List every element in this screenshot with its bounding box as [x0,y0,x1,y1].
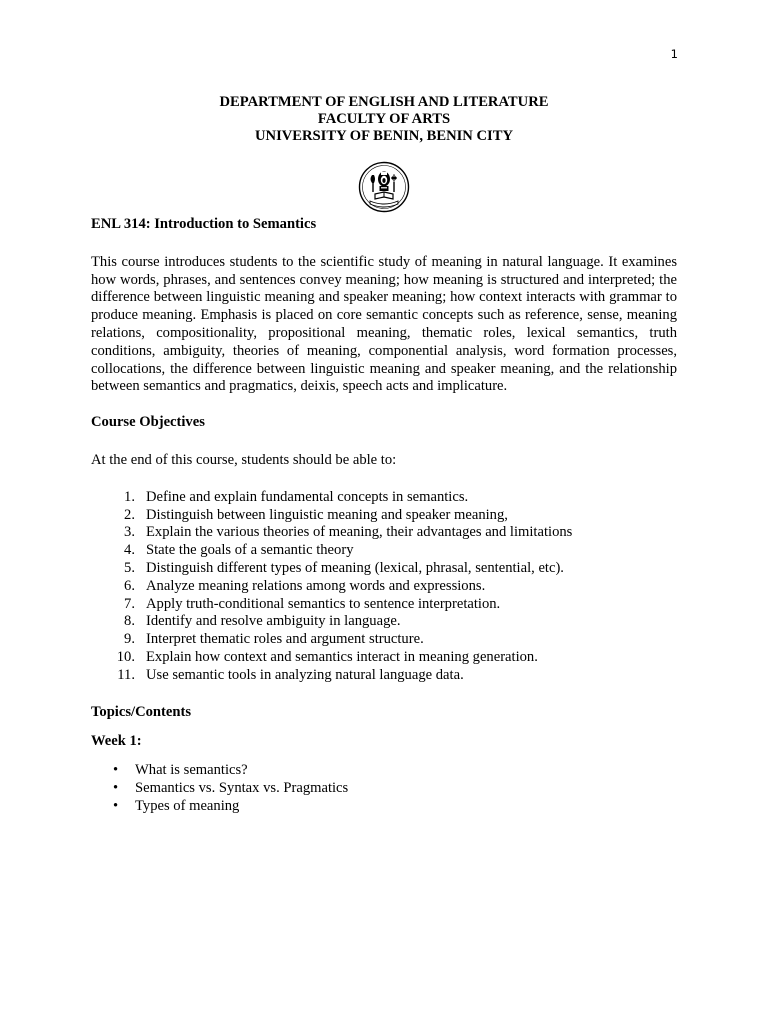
page-number: 1 [670,47,678,61]
list-text: Distinguish between linguistic meaning and speaker meaning, [146,506,508,523]
list-text: Apply truth-conditional semantics to sentence interpretation. [146,595,501,612]
list-item [91,631,677,649]
list-item [91,798,677,816]
list-text: Explain the various theories of meaning, their advantages and limitations [146,524,573,541]
list-number: 3. [124,524,135,541]
list-text: What is semantics? [135,762,248,779]
list-number: 8. [124,613,135,630]
seal-container [91,161,677,213]
list-text: Analyze meaning relations among words and expressions. [146,577,486,594]
list-item [91,667,677,685]
list-text: Use semantic tools in analyzing natural language data. [146,666,464,683]
document-header [91,94,677,145]
week-1-list [91,762,677,815]
list-text: Explain how context and semantics interact in meaning generation. [146,648,538,665]
list-item [91,613,677,631]
list-text: Define and explain fundamental concepts in semantics. [146,488,469,505]
list-text: Semantics vs. Syntax vs. Pragmatics [135,779,349,796]
list-number: 11. [117,666,135,683]
list-number: 9. [124,631,135,648]
list-item [91,542,677,560]
list-number: 6. [124,577,135,594]
list-text: State the goals of a semantic theory [146,542,354,559]
list-number: 7. [124,595,135,612]
bullet-icon: • [113,762,119,779]
list-item [91,560,677,578]
list-item [91,507,677,525]
bullet-icon: • [113,797,119,814]
list-text: Distinguish different types of meaning (lexical, phrasal, sentential, etc). [146,559,564,576]
list-text: Identify and resolve ambiguity in language. [146,613,401,630]
list-number: 1. [124,488,135,505]
objectives-heading: Course Objectives [91,414,205,431]
list-item [91,596,677,614]
university-seal-icon [357,161,411,213]
list-number: 4. [124,542,135,559]
faculty-name: FACULTY OF ARTS [317,111,451,127]
list-text: Interpret thematic roles and argument structure. [146,631,424,648]
list-number: 5. [124,559,135,576]
course-description: This course introduces students to the scientific study of meaning in natural language. It examines how words, phrases, and sentences convey meaning; how meaning is structured and interpreted; the difference between linguistic meaning and speaker meaning; how context interacts with grammar to produce meaning. Emphasis is placed on core semantic concepts such as reference, sense, meaning relations, compositionality, propositional meaning, thematic roles, lexical semantics, truth conditions, ambiguity, theories of meaning, componential analysis, word formation processes, collocations, the difference between linguistic meaning and speaker meaning, and the relationship between semantics and pragmatics, deixis, speech acts and implicature. [91,253,677,395]
list-item [91,780,677,798]
list-item [91,762,677,780]
list-item [91,489,677,507]
department-name: DEPARTMENT OF ENGLISH AND LITERATURE [219,94,549,110]
topics-heading: Topics/Contents [91,703,192,720]
university-name: UNIVERSITY OF BENIN, BENIN CITY [254,128,513,144]
list-text: Types of meaning [135,797,240,814]
list-item [91,578,677,596]
document-body [91,94,677,816]
list-item [91,524,677,542]
bullet-icon: • [113,779,119,796]
list-item [91,649,677,667]
objectives-list [91,489,677,685]
week-1-heading: Week 1: [91,733,142,750]
list-number: 10. [116,648,135,665]
objectives-intro: At the end of this course, students should be able to: [91,451,397,468]
course-title: ENL 314: Introduction to Semantics [91,216,317,232]
list-number: 2. [124,506,135,523]
